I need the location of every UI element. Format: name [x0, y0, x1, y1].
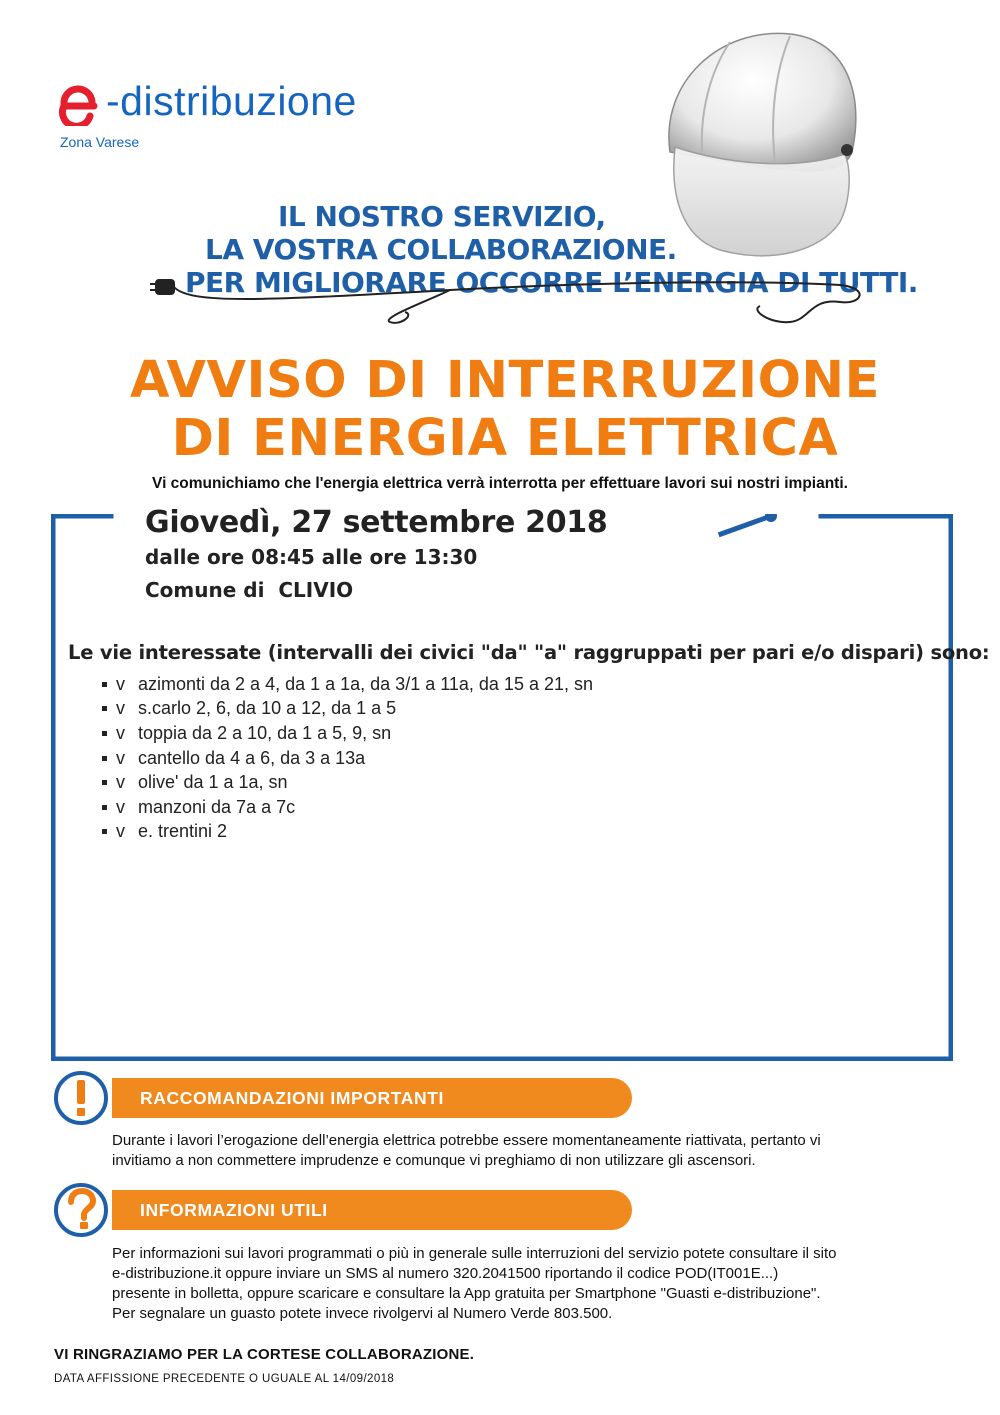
info-line-1: Per informazioni sui lavori programmati o più in generale sulle interruzioni del servizio potete consultare il sito: [112, 1245, 837, 1262]
bullet-icon: [102, 805, 107, 810]
e-logo-icon: [56, 82, 100, 126]
question-icon: [53, 1182, 109, 1238]
streets-list: [102, 672, 593, 844]
safety-helmet-icon: [640, 22, 870, 262]
streets-intro: Le vie interessate (intervalli dei civici "da" "a" raggruppati per pari e/o dispari) sono:: [68, 641, 990, 664]
thanks-text: VI RINGRAZIAMO PER LA CORTESE COLLABORAZIONE.: [54, 1346, 475, 1363]
recommendations-line-1: Durante i lavori l’erogazione dell’energia elettrica potrebbe essere momentaneamente riattivata, pertanto vi: [112, 1132, 821, 1149]
info-header: [112, 1190, 632, 1230]
bullet-icon: [102, 706, 107, 711]
bullet-icon: [102, 780, 107, 785]
street-name: olive' da 1 a 1a, sn: [138, 772, 288, 793]
slogan-line-1: IL NOSTRO SERVIZIO,: [278, 200, 606, 233]
info-heading: INFORMAZIONI UTILI: [140, 1200, 328, 1220]
street-prefix: v: [116, 796, 125, 817]
recommendations-header: [112, 1078, 632, 1118]
info-line-2: e-distribuzione.it oppure inviare un SMS al numero 320.2041500 riportando il codice POD(IT001E...): [112, 1265, 779, 1282]
street-name: e. trentini 2: [138, 821, 228, 842]
recommendations-heading: RACCOMANDAZIONI IMPORTANTI: [140, 1088, 444, 1108]
outage-comune: [145, 578, 353, 602]
street-name: s.carlo 2, 6, da 10 a 12, da 1 a 5: [138, 698, 397, 719]
info-line-3: presente in bolletta, oppure scaricare e consultare la App gratuita per Smartphone "Guasti e-distribuzione".: [112, 1285, 821, 1302]
street-prefix: v: [116, 772, 125, 793]
recommendations-text: [112, 1131, 932, 1171]
comune-label: Comune di: [145, 578, 265, 602]
street-name: cantello da 4 a 6, da 3 a 13a: [138, 747, 366, 768]
notice-title: [120, 352, 890, 468]
list-item: [102, 721, 593, 746]
plug-cable-icon: [150, 260, 870, 340]
outage-date: Giovedì, 27 settembre 2018: [145, 505, 608, 540]
outage-hours: dalle ore 08:45 alle ore 13:30: [145, 545, 478, 569]
street-prefix: v: [116, 747, 125, 768]
comune-name: CLIVIO: [278, 578, 354, 602]
list-item: [102, 746, 593, 771]
zone-label: Zona Varese: [60, 134, 140, 150]
info-line-4: Per segnalare un guasto potete invece rivolgervi al Numero Verde 803.500.: [112, 1305, 613, 1322]
street-name: toppia da 2 a 10, da 1 a 5, 9, sn: [138, 722, 392, 743]
exclamation-icon: [53, 1070, 109, 1126]
list-item: [102, 820, 593, 845]
title-line-2: DI ENERGIA ELETTRICA: [171, 409, 839, 468]
bullet-icon: [102, 756, 107, 761]
list-item: [102, 697, 593, 722]
bullet-icon: [102, 682, 107, 687]
list-item: [102, 672, 593, 697]
street-prefix: v: [116, 821, 125, 842]
slogan-line-3: PER MIGLIORARE OCCORRE L’ENERGIA DI TUTTI.: [185, 266, 918, 299]
intro-text: Vi comunichiamo che l'energia elettrica verrà interrotta per effettuare lavori sui nostri impianti.: [152, 475, 848, 492]
recommendations-line-2: invitiamo a non commettere imprudenze e comunque vi preghiamo di non utilizzare gli ascensori.: [112, 1152, 756, 1169]
brand-name: -distribuzione: [106, 78, 357, 124]
slogan-line-2: LA VOSTRA COLLABORAZIONE.: [205, 233, 677, 266]
street-prefix: v: [116, 722, 125, 743]
street-name: manzoni da 7a a 7c: [138, 796, 296, 817]
street-name: azimonti da 2 a 4, da 1 a 1a, da 3/1 a 11a, da 15 a 21, sn: [138, 673, 594, 694]
list-item: [102, 770, 593, 795]
bullet-icon: [102, 829, 107, 834]
street-prefix: v: [116, 698, 125, 719]
posting-date: DATA AFFISSIONE PRECEDENTE O UGUALE AL 14/09/2018: [54, 1373, 395, 1385]
bullet-icon: [102, 731, 107, 736]
street-prefix: v: [116, 673, 125, 694]
list-item: [102, 795, 593, 820]
info-text: [112, 1244, 932, 1324]
title-line-1: AVVISO DI INTERRUZIONE: [130, 351, 880, 410]
